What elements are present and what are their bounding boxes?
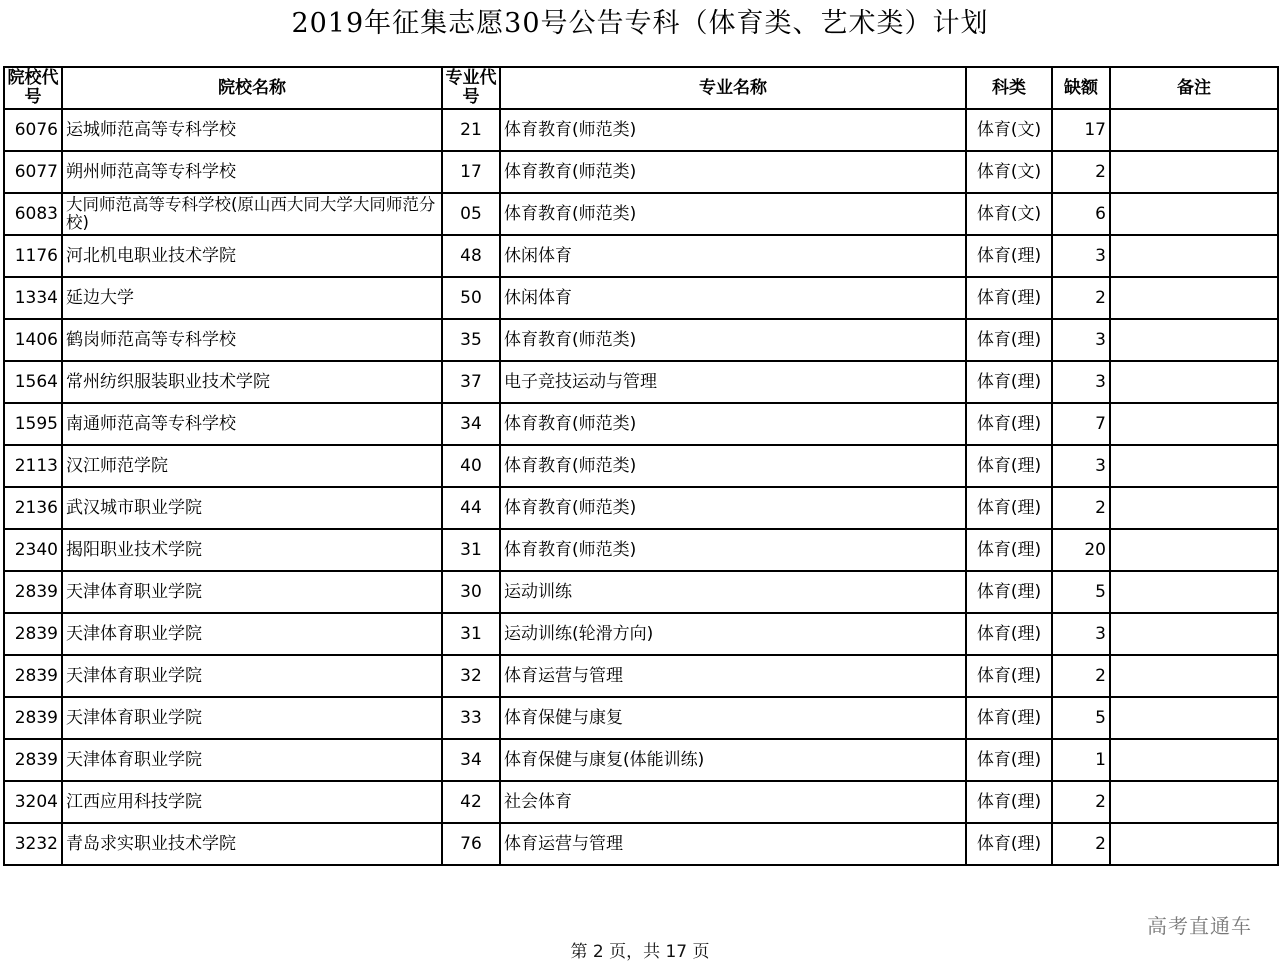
cell-quota: 2 <box>1052 781 1110 823</box>
table-row <box>4 277 1278 319</box>
cell-category: 体育(理) <box>966 529 1052 571</box>
cell-category: 体育(理) <box>966 487 1052 529</box>
cell-remark <box>1110 487 1278 529</box>
cell-category: 体育(理) <box>966 277 1052 319</box>
cell-major-code: 34 <box>442 739 500 781</box>
cell-school-code: 1406 <box>4 319 62 361</box>
cell-school-code: 1334 <box>4 277 62 319</box>
cell-major-code: 33 <box>442 697 500 739</box>
cell-category: 体育(理) <box>966 781 1052 823</box>
cell-major-name: 体育教育(师范类) <box>500 445 966 487</box>
cell-major-code: 17 <box>442 151 500 193</box>
cell-school-name: 汉江师范学院 <box>62 445 442 487</box>
cell-school-code: 2839 <box>4 739 62 781</box>
page-title: 2019年征集志愿30号公告专科（体育类、艺术类）计划 <box>291 8 989 39</box>
cell-remark <box>1110 823 1278 865</box>
cell-remark <box>1110 445 1278 487</box>
cell-major-code: 35 <box>442 319 500 361</box>
table-row <box>4 487 1278 529</box>
cell-category: 体育(理) <box>966 739 1052 781</box>
cell-remark <box>1110 235 1278 277</box>
cell-category: 体育(文) <box>966 193 1052 235</box>
table-row <box>4 529 1278 571</box>
cell-quota: 3 <box>1052 361 1110 403</box>
cell-major-name: 电子竞技运动与管理 <box>500 361 966 403</box>
cell-category: 体育(理) <box>966 235 1052 277</box>
cell-major-code: 42 <box>442 781 500 823</box>
cell-remark <box>1110 109 1278 151</box>
cell-category: 体育(理) <box>966 823 1052 865</box>
cell-school-name: 南通师范高等专科学校 <box>62 403 442 445</box>
cell-school-code: 2340 <box>4 529 62 571</box>
cell-remark <box>1110 739 1278 781</box>
table-row <box>4 613 1278 655</box>
enrollment-plan-table <box>3 66 1279 866</box>
cell-major-name: 体育教育(师范类) <box>500 487 966 529</box>
cell-quota: 1 <box>1052 739 1110 781</box>
cell-major-code: 37 <box>442 361 500 403</box>
cell-major-name: 体育教育(师范类) <box>500 109 966 151</box>
cell-school-name: 天津体育职业学院 <box>62 655 442 697</box>
cell-quota: 17 <box>1052 109 1110 151</box>
cell-school-name: 常州纺织服装职业技术学院 <box>62 361 442 403</box>
cell-school-code: 2839 <box>4 697 62 739</box>
cell-school-code: 3204 <box>4 781 62 823</box>
cell-school-name: 河北机电职业技术学院 <box>62 235 442 277</box>
table-row <box>4 445 1278 487</box>
cell-school-name: 朔州师范高等专科学校 <box>62 151 442 193</box>
table-row <box>4 571 1278 613</box>
cell-school-code: 2136 <box>4 487 62 529</box>
cell-school-name: 天津体育职业学院 <box>62 697 442 739</box>
cell-major-name: 体育运营与管理 <box>500 823 966 865</box>
cell-school-code: 2839 <box>4 571 62 613</box>
cell-remark <box>1110 697 1278 739</box>
table-row <box>4 361 1278 403</box>
cell-category: 体育(理) <box>966 403 1052 445</box>
table-row <box>4 193 1278 235</box>
cell-category: 体育(理) <box>966 361 1052 403</box>
table-row <box>4 781 1278 823</box>
header-major-name: 专业名称 <box>500 67 966 109</box>
cell-school-name: 鹤岗师范高等专科学校 <box>62 319 442 361</box>
cell-major-code: 50 <box>442 277 500 319</box>
cell-quota: 3 <box>1052 613 1110 655</box>
cell-school-code: 6077 <box>4 151 62 193</box>
cell-school-code: 1595 <box>4 403 62 445</box>
cell-school-code: 1564 <box>4 361 62 403</box>
cell-major-name: 体育教育(师范类) <box>500 529 966 571</box>
cell-school-name: 大同师范高等专科学校(原山西大同大学大同师范分校) <box>62 193 442 235</box>
cell-major-name: 休闲体育 <box>500 277 966 319</box>
cell-remark <box>1110 781 1278 823</box>
cell-remark <box>1110 151 1278 193</box>
table-row <box>4 739 1278 781</box>
cell-category: 体育(理) <box>966 319 1052 361</box>
cell-category: 体育(理) <box>966 445 1052 487</box>
cell-major-code: 05 <box>442 193 500 235</box>
table-body <box>4 109 1278 865</box>
cell-remark <box>1110 319 1278 361</box>
cell-major-name: 体育运营与管理 <box>500 655 966 697</box>
cell-major-name: 体育教育(师范类) <box>500 151 966 193</box>
table-row <box>4 697 1278 739</box>
cell-major-code: 34 <box>442 403 500 445</box>
cell-major-name: 运动训练(轮滑方向) <box>500 613 966 655</box>
header-remark: 备注 <box>1110 67 1278 109</box>
cell-quota: 5 <box>1052 697 1110 739</box>
cell-school-code: 6083 <box>4 193 62 235</box>
cell-major-code: 30 <box>442 571 500 613</box>
cell-quota: 7 <box>1052 403 1110 445</box>
cell-school-code: 1176 <box>4 235 62 277</box>
cell-category: 体育(理) <box>966 655 1052 697</box>
cell-school-name: 青岛求实职业技术学院 <box>62 823 442 865</box>
cell-quota: 2 <box>1052 655 1110 697</box>
cell-major-name: 社会体育 <box>500 781 966 823</box>
cell-remark <box>1110 655 1278 697</box>
cell-quota: 3 <box>1052 235 1110 277</box>
cell-school-name: 天津体育职业学院 <box>62 739 442 781</box>
table-row <box>4 319 1278 361</box>
cell-school-name: 揭阳职业技术学院 <box>62 529 442 571</box>
cell-school-code: 2839 <box>4 655 62 697</box>
page-footer: 第 2 页，共 17 页 <box>570 942 710 962</box>
cell-school-name: 天津体育职业学院 <box>62 613 442 655</box>
cell-quota: 3 <box>1052 445 1110 487</box>
cell-quota: 20 <box>1052 529 1110 571</box>
table-row <box>4 109 1278 151</box>
cell-remark <box>1110 361 1278 403</box>
cell-remark <box>1110 193 1278 235</box>
cell-school-code: 2113 <box>4 445 62 487</box>
table-row <box>4 403 1278 445</box>
cell-quota: 6 <box>1052 193 1110 235</box>
cell-major-code: 76 <box>442 823 500 865</box>
cell-school-name: 运城师范高等专科学校 <box>62 109 442 151</box>
cell-remark <box>1110 613 1278 655</box>
watermark-text: 高考直通车 <box>1147 914 1252 938</box>
cell-major-code: 40 <box>442 445 500 487</box>
cell-remark <box>1110 571 1278 613</box>
cell-major-code: 48 <box>442 235 500 277</box>
cell-major-name: 休闲体育 <box>500 235 966 277</box>
cell-major-code: 44 <box>442 487 500 529</box>
cell-quota: 2 <box>1052 151 1110 193</box>
cell-major-code: 21 <box>442 109 500 151</box>
cell-school-name: 天津体育职业学院 <box>62 571 442 613</box>
header-major-code: 专业代号 <box>442 67 500 109</box>
cell-quota: 3 <box>1052 319 1110 361</box>
cell-remark <box>1110 277 1278 319</box>
header-category: 科类 <box>966 67 1052 109</box>
cell-major-name: 体育保健与康复(体能训练) <box>500 739 966 781</box>
table-row <box>4 235 1278 277</box>
cell-category: 体育(理) <box>966 697 1052 739</box>
cell-quota: 2 <box>1052 487 1110 529</box>
table-row <box>4 823 1278 865</box>
cell-major-code: 31 <box>442 529 500 571</box>
cell-category: 体育(理) <box>966 571 1052 613</box>
header-quota: 缺额 <box>1052 67 1110 109</box>
table-row <box>4 151 1278 193</box>
cell-school-name: 武汉城市职业学院 <box>62 487 442 529</box>
cell-remark <box>1110 529 1278 571</box>
cell-major-name: 体育教育(师范类) <box>500 193 966 235</box>
header-school-name: 院校名称 <box>62 67 442 109</box>
cell-major-code: 32 <box>442 655 500 697</box>
header-school-code: 院校代号 <box>4 67 62 109</box>
cell-school-code: 6076 <box>4 109 62 151</box>
cell-school-name: 江西应用科技学院 <box>62 781 442 823</box>
cell-major-code: 31 <box>442 613 500 655</box>
cell-major-name: 体育保健与康复 <box>500 697 966 739</box>
cell-major-name: 运动训练 <box>500 571 966 613</box>
cell-category: 体育(文) <box>966 109 1052 151</box>
cell-remark <box>1110 403 1278 445</box>
cell-quota: 2 <box>1052 823 1110 865</box>
cell-school-name: 延边大学 <box>62 277 442 319</box>
cell-category: 体育(文) <box>966 151 1052 193</box>
cell-quota: 5 <box>1052 571 1110 613</box>
table-header-row <box>4 67 1278 109</box>
cell-quota: 2 <box>1052 277 1110 319</box>
cell-major-name: 体育教育(师范类) <box>500 319 966 361</box>
cell-school-code: 2839 <box>4 613 62 655</box>
cell-category: 体育(理) <box>966 613 1052 655</box>
table-row <box>4 655 1278 697</box>
cell-school-code: 3232 <box>4 823 62 865</box>
cell-major-name: 体育教育(师范类) <box>500 403 966 445</box>
